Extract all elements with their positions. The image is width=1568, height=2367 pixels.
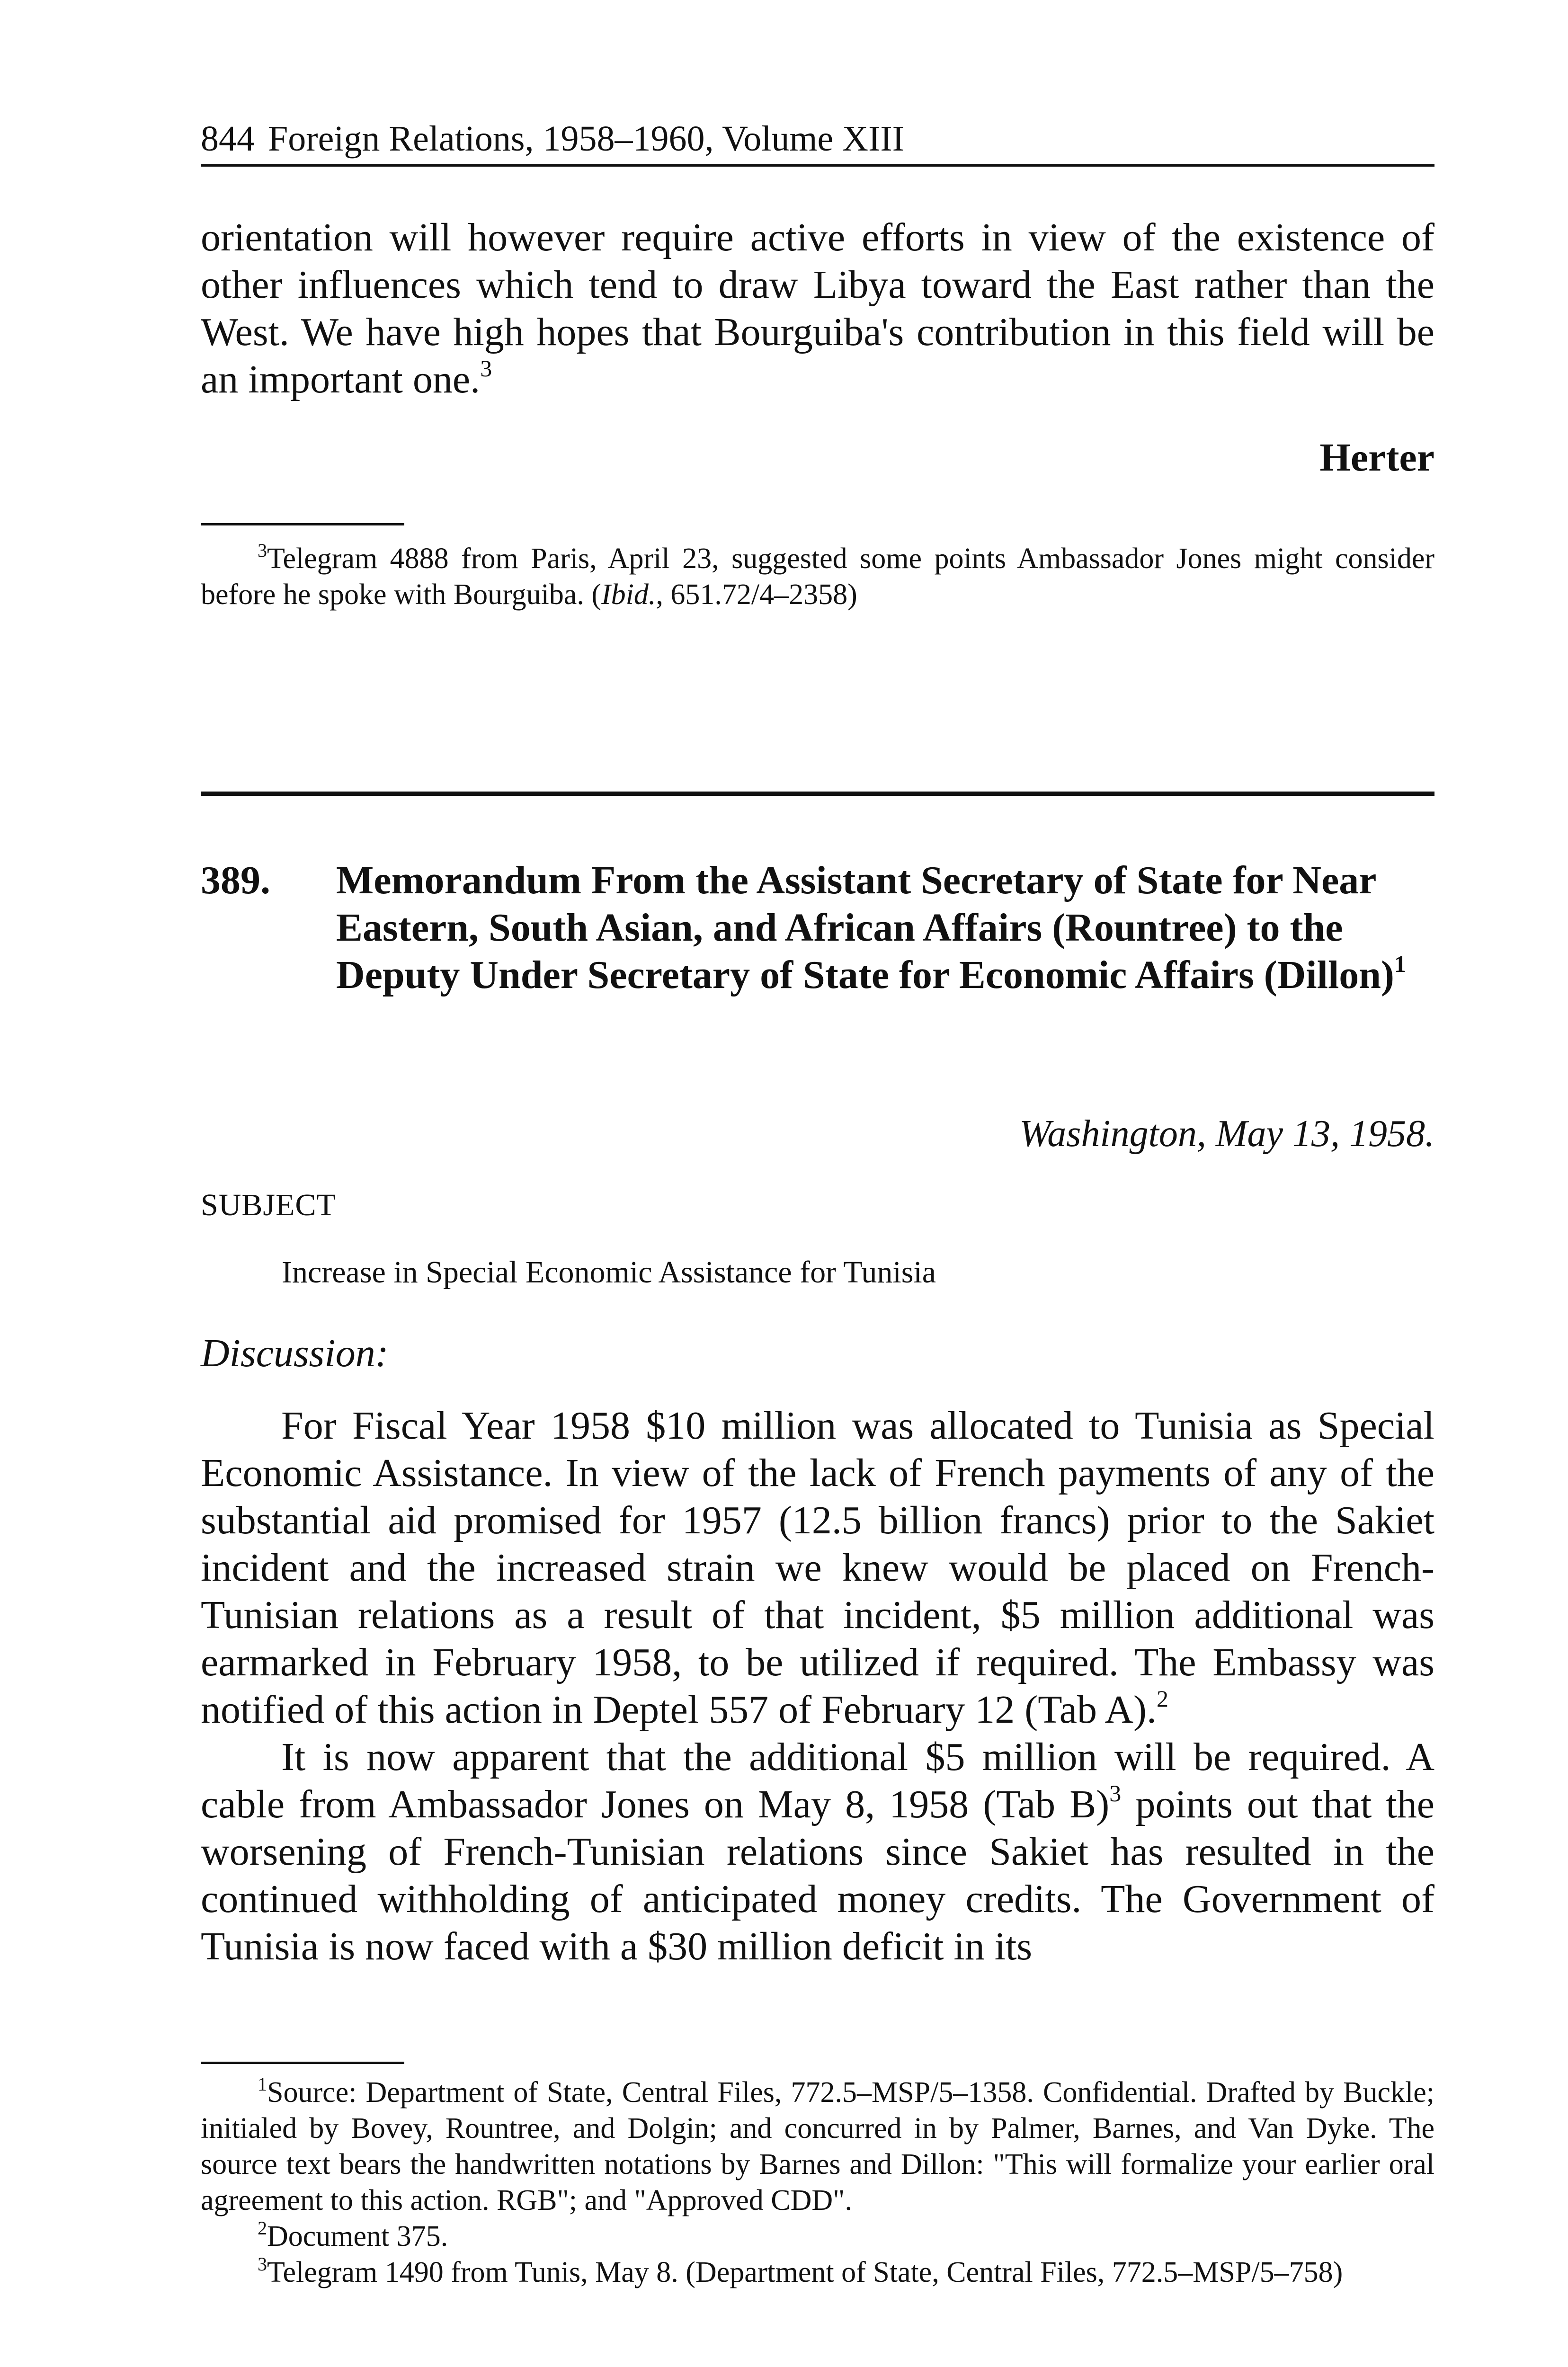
discussion-label: Discussion:	[201, 1331, 389, 1375]
continued-paragraph-text: orientation will however require active efforts in view of the existence of other influences which tend to draw Libya toward the East rather than the West. We have high hopes that Bourguiba's contribution in this field will be an important one.	[201, 215, 1434, 401]
footnote-marker: 3	[258, 540, 267, 561]
subject-text: Increase in Special Economic Assistance for Tunisia	[282, 1255, 936, 1290]
footnote-ref: 3	[480, 355, 492, 382]
subject-label: SUBJECT	[201, 1188, 336, 1222]
footnote-text: Telegram 4888 from Paris, April 23, suggested some points Ambassador Jones might consider before he spoke with Bourguiba. (	[201, 543, 1434, 611]
prev-footnote	[201, 541, 1434, 613]
signature: Herter	[1319, 436, 1434, 480]
running-title: Foreign Relations, 1958–1960, Volume XIII	[268, 119, 904, 159]
body-paragraph: It is now apparent that the additional $5 million will be required. A cable from Ambassador Jones on May 8, 1958 (Tab B)$^3$ points out that the worsening of French-Tunisian relations since Sakiet has resulted in the continued withholding of anticipated money credits. The Government of Tunisia is now faced with a $30 million deficit in its	[201, 1735, 1434, 1968]
footnote-1: $^1$Source: Department of State, Central Files, 772.5–MSP/5–1358. Confidential. Drafted by Buckle; initialed by Bovey, Rountree, and Dolgin; and concurred in by Palmer, Barnes, and Van Dyke. The source text bears the handwritten notations by Barnes and Dillon: "This will formalize your earlier oral agreement to this action. RGB"; and "Approved CDD".	[201, 2073, 1434, 2216]
document-title: Memorandum From the Assistant Secretary of State for Near Eastern, South Asian, and African Affairs (Rountree) to the Deputy Under Secretary of State for Economic Affairs (Dillon)	[336, 858, 1394, 997]
page-number: 844	[201, 119, 255, 159]
footnote-ibid: Ibid.	[601, 578, 656, 611]
document-heading	[201, 857, 1434, 1056]
footnote-2: $^2$Document 375.	[258, 2217, 448, 2252]
continued-paragraph	[201, 214, 1434, 403]
footnotes	[201, 2074, 1434, 2290]
dateline: Washington, May 13, 1958.	[1019, 1113, 1434, 1155]
footnote-text-end: , 651.72/4–2358)	[656, 578, 857, 611]
running-header	[201, 116, 1434, 167]
footnote-ref: 2	[1157, 1685, 1168, 1712]
footnote-3: $^3$Telegram 1490 from Tunis, May 8. (Department of State, Central Files, 772.5–MSP/5–758)	[258, 2253, 1343, 2288]
document-separator	[201, 792, 1434, 796]
footnote-ref: 1	[1394, 951, 1406, 977]
footnote-divider	[201, 2062, 404, 2064]
body-paragraph: For Fiscal Year 1958 $10 million was allocated to Tunisia as Special Economic Assistance. In view of the lack of French payments of any of the substantial aid promised for 1957 (12.5 billion francs) prior to the Sakiet incident and the increased strain we knew would be placed on French-Tunisian relations as a result of that incident, $5 million additional was earmarked in February 1958, to be utilized if required. The Embassy was notified of this action in Deptel 557 of February 12 (Tab A).$^2$	[201, 1404, 1434, 1732]
footnote-divider	[201, 523, 404, 525]
footnote-ref: 3	[1109, 1780, 1122, 1806]
memo-body	[201, 1402, 1434, 1970]
document-number: 389.	[201, 858, 270, 902]
